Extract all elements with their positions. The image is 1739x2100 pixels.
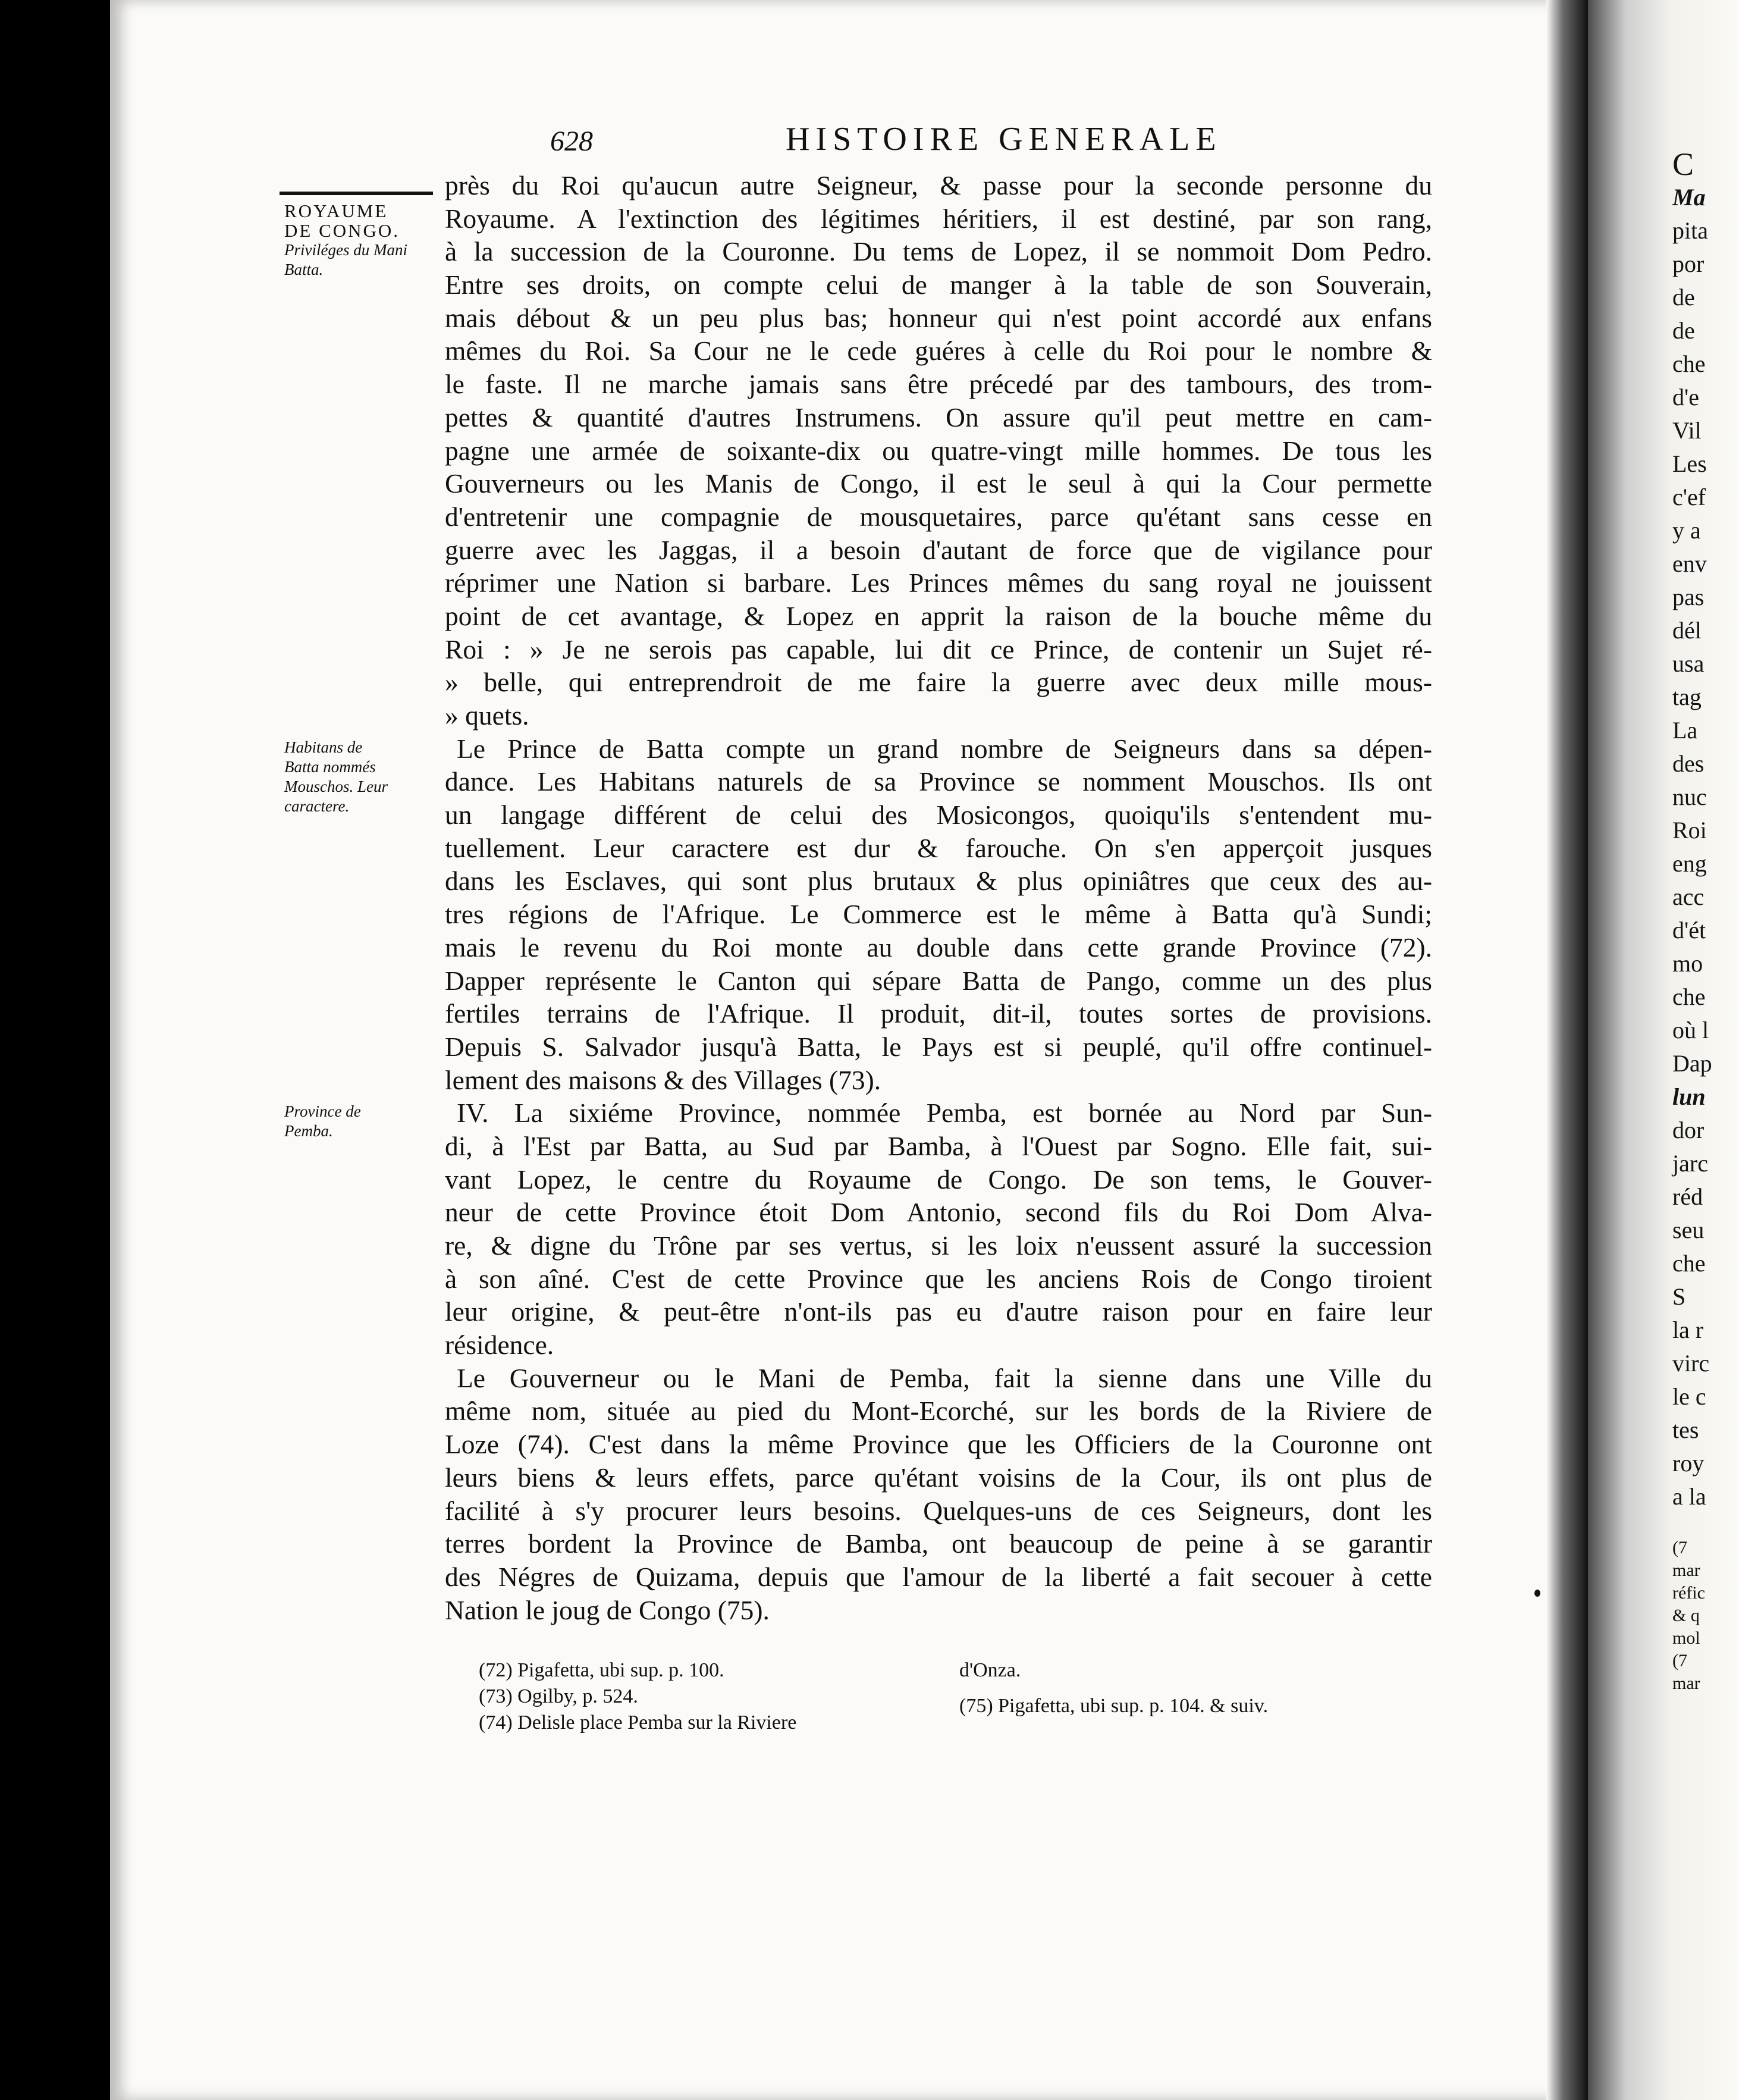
facing-page-line: che <box>1672 983 1706 1010</box>
footnote: d'Onza. <box>959 1659 1021 1681</box>
text-line: leurs biens & leurs effets, parce qu'étant voisins de la Cour, ils ont plus de <box>445 1462 1432 1493</box>
text-line: d'entretenir une compagnie de mousquetaires, parce qu'étant sans cesse en <box>445 501 1432 532</box>
footnotes-left-column <box>479 1657 943 1736</box>
text-line: pagne une armée de soixante-dix ou quatre-vingt mille hommes. De tous les <box>445 435 1432 466</box>
text-line: près du Roi qu'aucun autre Seigneur, & passe pour la seconde personne du <box>445 170 1432 200</box>
text-line: Nation le joug de Congo (75). <box>445 1594 770 1625</box>
text-line: mêmes du Roi. Sa Cour ne le cede guéres à celle du Roi pour le nombre & <box>445 336 1432 366</box>
sidenote-kingdom <box>284 201 433 280</box>
text-line: point de cet avantage, & Lopez en apprit la raison de la bouche même du <box>445 600 1432 631</box>
facing-page-line: Vil <box>1672 417 1702 444</box>
text-line: des Négres de Quizama, depuis que l'amour de la liberté a fait secouer à cette <box>445 1561 1432 1592</box>
facing-page-line: a la <box>1672 1483 1706 1510</box>
facing-page-line: de <box>1672 317 1695 344</box>
text-line: tres régions de l'Afrique. Le Commerce est le même à Batta qu'à Sundi; <box>445 899 1432 930</box>
text-line: à son aîné. C'est de cette Province que les anciens Rois de Congo tiroient <box>445 1263 1432 1294</box>
footnote: (73) Ogilby, p. 524. <box>479 1685 638 1707</box>
text-line: Depuis S. Salvador jusqu'à Batta, le Pays est si peuplé, qu'il offre continuel- <box>445 1031 1432 1062</box>
text-line: lement des maisons & des Villages (73). <box>445 1064 881 1095</box>
sidenote-line: ROYAUME <box>284 200 388 221</box>
facing-page-line: eng <box>1672 850 1707 877</box>
facing-page-line: virc <box>1672 1350 1710 1377</box>
text-line: mais le revenu du Roi monte au double dans cette grande Province (72). <box>445 932 1432 963</box>
page-header <box>550 120 1537 168</box>
text-line: le faste. Il ne marche jamais sans être précedé par des tambours, des trom- <box>445 369 1432 400</box>
facing-page-notes <box>1672 1537 1739 1695</box>
facing-page-line: roy <box>1672 1450 1705 1477</box>
facing-page-line: y a <box>1672 517 1701 544</box>
text-line: pettes & quantité d'autres Instrumens. On assure qu'il peut mettre en cam- <box>445 402 1432 432</box>
text-line: guerre avec les Jaggas, il a besoin d'autant de force que de vigilance pour <box>445 534 1432 565</box>
running-title: HISTOIRE GENERALE <box>786 121 1222 158</box>
sidenote-line: Mouschos. Leur <box>284 778 388 795</box>
facing-page-line: jarc <box>1672 1150 1708 1177</box>
text-line: Roi : » Je ne serois pas capable, lui dit ce Prince, de contenir un Sujet ré- <box>445 634 1432 665</box>
facing-page-note: & q <box>1672 1606 1700 1625</box>
facing-page-line: seu <box>1672 1217 1705 1243</box>
facing-page-line: réd <box>1672 1183 1703 1210</box>
text-line: neur de cette Province étoit Dom Antonio, second fils du Roi Dom Alva- <box>445 1197 1432 1228</box>
facing-page-line: pita <box>1672 217 1708 244</box>
facing-page-line: usa <box>1672 650 1705 677</box>
footnote: (75) Pigafetta, ubi sup. p. 104. & suiv. <box>959 1695 1269 1717</box>
facing-page-note: mar <box>1672 1560 1700 1580</box>
text-line: un langage différent de celui des Mosicongos, quoiqu'ils s'entendent mu- <box>445 800 1432 830</box>
facing-page-line: où l <box>1672 1017 1709 1043</box>
text-line: leur origine, & peut-être n'ont-ils pas eu d'autre raison pour en faire leur <box>445 1296 1432 1327</box>
margin-rule <box>280 192 433 195</box>
book-gutter <box>1546 0 1588 2100</box>
footnotes-right-column <box>959 1657 1423 1719</box>
facing-page-note: (7 <box>1672 1651 1687 1670</box>
text-line: IV. La sixiéme Province, nommée Pemba, est bornée au Nord par Sun- <box>457 1098 1432 1129</box>
body-text <box>445 169 1432 1626</box>
facing-page-line: tes <box>1672 1416 1699 1443</box>
ink-speck <box>1534 1590 1540 1597</box>
facing-page-line: lun <box>1672 1083 1706 1110</box>
facing-page-line: d'ét <box>1672 917 1706 944</box>
text-line: à la succession de la Couronne. Du tems de Lopez, il se nommoit Dom Pedro. <box>445 236 1432 267</box>
facing-page-line: d'e <box>1672 384 1699 410</box>
text-line: di, à l'Est par Batta, au Sud par Bamba, à l'Ouest par Sogno. Elle fait, sui- <box>445 1130 1432 1161</box>
facing-page-line: c'ef <box>1672 484 1706 510</box>
facing-page-line: Dap <box>1672 1050 1712 1077</box>
text-line: » quets. <box>445 700 529 731</box>
facing-page-line: che <box>1672 1250 1706 1277</box>
text-line: mais débout & un peu plus bas; honneur qui n'est point accordé aux enfans <box>445 302 1432 333</box>
text-line: Le Prince de Batta compte un grand nombre de Seigneurs dans sa dépen- <box>457 733 1432 764</box>
text-line: Royaume. A l'extinction des légitimes héritiers, il est destiné, par son rang, <box>445 203 1432 234</box>
facing-page-line: che <box>1672 350 1706 377</box>
facing-page-line: le c <box>1672 1383 1706 1410</box>
facing-page-line: mo <box>1672 950 1703 977</box>
sidenote-line: Pemba. <box>284 1122 333 1140</box>
sidenote-pemba <box>284 1102 433 1141</box>
facing-page-line: de <box>1672 284 1695 311</box>
facing-page-line: La <box>1672 717 1698 744</box>
sidenote-line: Habitans de <box>284 738 363 756</box>
facing-page-line: dor <box>1672 1117 1705 1143</box>
facing-page-line: Roi <box>1672 817 1707 844</box>
text-line: même nom, située au pied du Mont-Ecorché, sur les bords de la Riviere de <box>445 1396 1432 1427</box>
sidenote-line: Batta. <box>284 261 324 278</box>
facing-page-line: Ma <box>1672 184 1706 211</box>
sidenote-line: caractere. <box>284 797 350 815</box>
facing-page-note: réfic <box>1672 1583 1705 1603</box>
facing-page-line: C <box>1672 146 1694 182</box>
text-line: terres bordent la Province de Bamba, ont beaucoup de peine à se garantir <box>445 1528 1432 1559</box>
facing-page-line: acc <box>1672 883 1705 910</box>
sidenote-line: Batta nommés <box>284 758 376 776</box>
footnote: (74) Delisle place Pemba sur la Riviere <box>479 1712 797 1734</box>
facing-page-line: por <box>1672 250 1705 277</box>
text-line: réprimer une Nation si barbare. Les Princes mêmes du sang royal ne jouissent <box>445 568 1432 598</box>
facing-page-line: pas <box>1672 584 1705 610</box>
facing-page-edge <box>1588 0 1739 2100</box>
text-line: » belle, qui entreprendroit de me faire la guerre avec deux mille mous- <box>445 667 1432 698</box>
facing-page-note: mol <box>1672 1628 1700 1648</box>
sidenote-habitans <box>284 738 433 816</box>
facing-page-line: dél <box>1672 617 1702 644</box>
facing-page-line: Les <box>1672 450 1707 477</box>
sidenote-line: Priviléges du Mani <box>284 241 407 259</box>
text-line: dance. Les Habitans naturels de sa Province se nomment Mouschos. Ils ont <box>445 766 1432 797</box>
text-line: résidence. <box>445 1330 554 1361</box>
sidenote-line: DE CONGO. <box>284 220 400 241</box>
text-line: tuellement. Leur caractere est dur & farouche. On s'en apperçoit jusques <box>445 832 1432 863</box>
facing-page-text <box>1672 148 1739 1513</box>
facing-page-line: tag <box>1672 684 1702 710</box>
facing-page-note: (7 <box>1672 1538 1687 1557</box>
footnote: (72) Pigafetta, ubi sup. p. 100. <box>479 1659 724 1681</box>
text-line: dans les Esclaves, qui sont plus brutaux & plus opiniâtres que ceux des au- <box>445 866 1432 897</box>
facing-page-line: nuc <box>1672 783 1707 810</box>
text-line: Le Gouverneur ou le Mani de Pemba, fait la sienne dans une Ville du <box>457 1362 1432 1393</box>
sidenote-line: Province de <box>284 1102 361 1120</box>
facing-page-line: des <box>1672 750 1705 777</box>
page-number: 628 <box>550 126 593 157</box>
facing-page-note: mar <box>1672 1673 1700 1693</box>
facing-page-line: la r <box>1672 1317 1704 1343</box>
text-line: Loze (74). C'est dans la même Province que les Officiers de la Couronne ont <box>445 1429 1432 1460</box>
text-line: facilité à s'y procurer leurs besoins. Quelques-uns de ces Seigneurs, dont les <box>445 1495 1432 1526</box>
text-line: Gouverneurs ou les Manis de Congo, il est le seul à qui la Cour permette <box>445 468 1432 499</box>
text-line: Dapper représente le Canton qui sépare Batta de Pango, comme un des plus <box>445 965 1432 996</box>
text-line: vant Lopez, le centre du Royaume de Congo. De son tems, le Gouver- <box>445 1164 1432 1195</box>
text-line: re, & digne du Trône par ses vertus, si les loix n'eussent assuré la succession <box>445 1230 1432 1261</box>
facing-page-line: env <box>1672 550 1707 577</box>
text-line: fertiles terrains de l'Afrique. Il produit, dit-il, toutes sortes de provisions. <box>445 998 1432 1029</box>
facing-page-line: S <box>1672 1283 1686 1310</box>
text-line: Entre ses droits, on compte celui de manger à la table de son Souverain, <box>445 269 1432 300</box>
